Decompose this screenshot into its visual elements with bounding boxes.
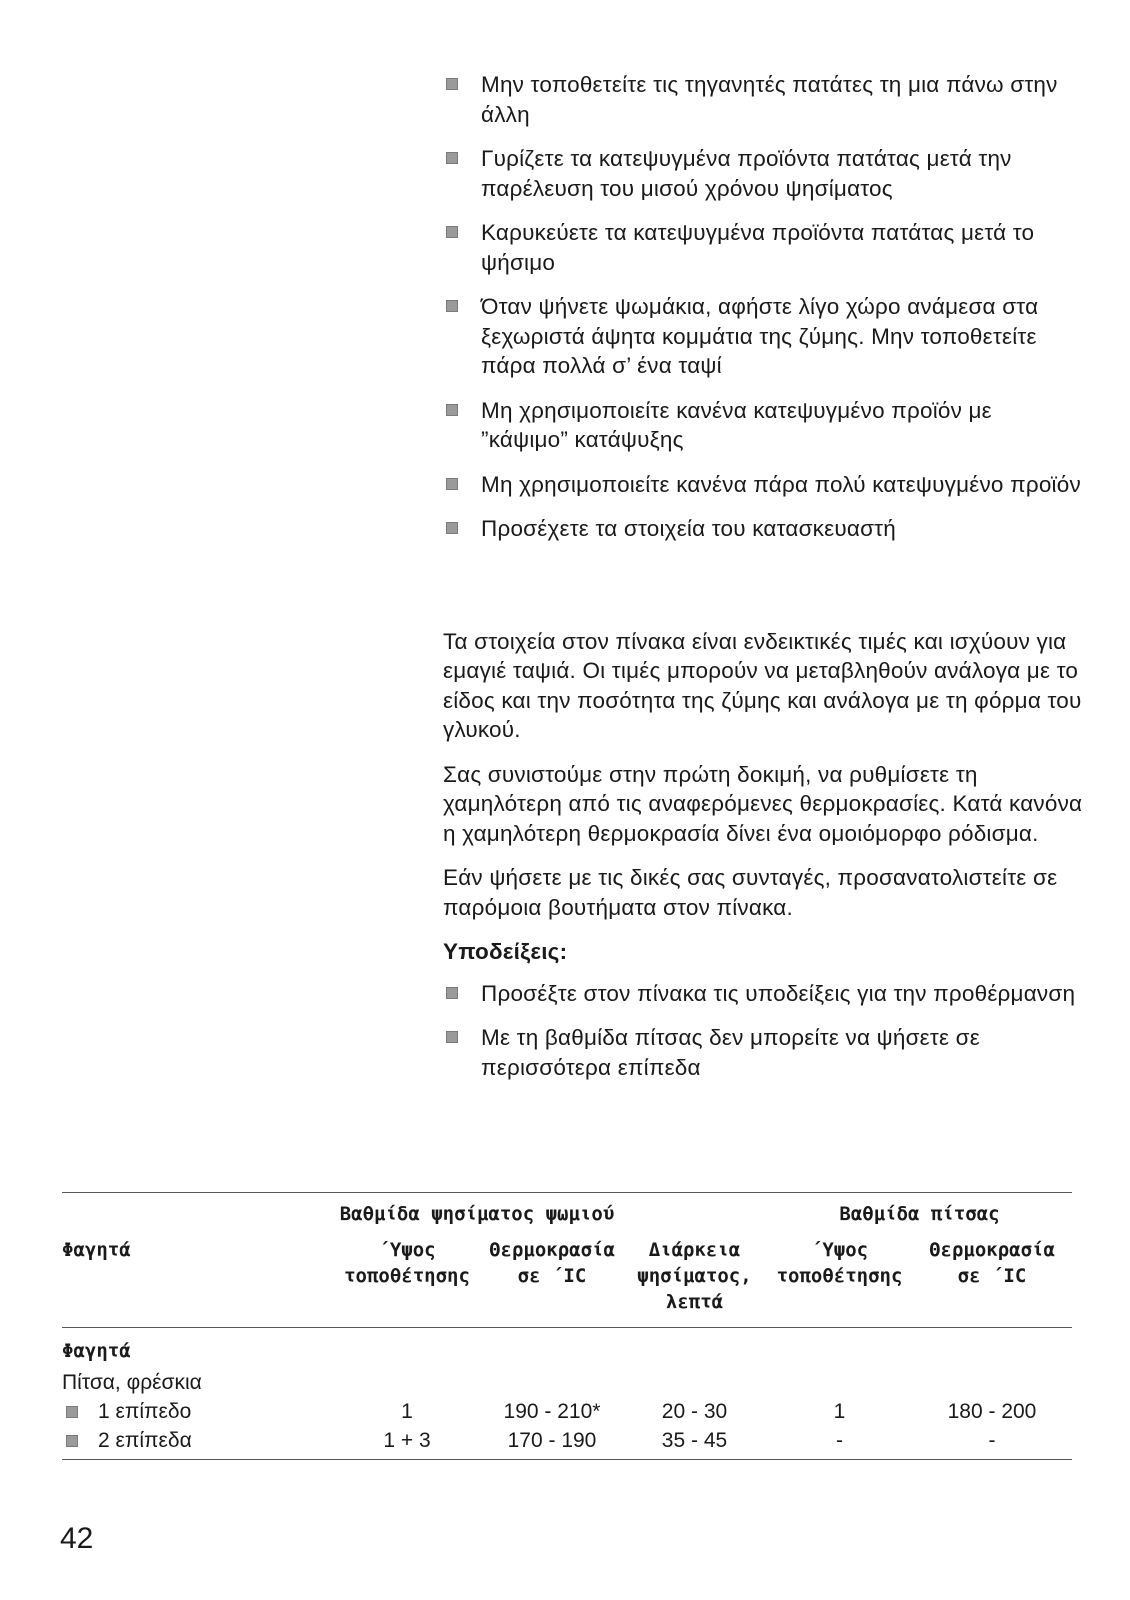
col-duration-header: Διάρκεια ψησίματος, λεπτά xyxy=(637,1239,752,1313)
table-column-header xyxy=(62,1237,1072,1327)
col-height-header: ΄Υψος τοποθέτησης xyxy=(344,1239,470,1287)
table-row: 1 επίπεδο 1 190 - 210* 20 - 30 1 180 - 200 xyxy=(62,1397,1072,1426)
list-item: Καρυκεύετε τα κατεψυγμένα προϊόντα πατάτας μετά το ψήσιμο xyxy=(443,218,1083,277)
table-bottom-rule xyxy=(62,1459,1072,1460)
bullet-square-icon xyxy=(446,152,458,164)
list-item: Γυρίζετε τα κατεψυγμένα προϊόντα πατάτας μετά την παρέλευση του μισού χρόνου ψησίματος xyxy=(443,144,1083,203)
bullet-square-icon xyxy=(446,987,458,999)
bullet-square-icon xyxy=(66,1435,78,1447)
list-item: Με τη βαθμίδα πίτσας δεν μπορείτε να ψήσετε σε περισσότερα επίπεδα xyxy=(443,1023,1083,1082)
col-food-header: Φαγητά xyxy=(62,1239,131,1261)
bullet-square-icon xyxy=(446,522,458,534)
bullet-square-icon xyxy=(446,1031,458,1043)
group-bread-label: Βαθμίδα ψησίματος ψωμιού xyxy=(339,1203,615,1225)
baking-table xyxy=(62,1192,1072,1460)
bullet-square-icon xyxy=(446,478,458,490)
list-item: Μη χρησιμοποιείτε κανένα κατεψυγμένο προϊόν με ”κάψιμο” κατάψυξης xyxy=(443,396,1083,455)
col-temp2-header: Θερμοκρασία σε ΄ΙC xyxy=(929,1239,1055,1287)
table-body xyxy=(62,1328,1072,1459)
tips-list xyxy=(443,70,1083,544)
right-column xyxy=(443,70,1083,1097)
dish-name: Πίτσα, φρέσκια xyxy=(62,1371,202,1394)
col-temp-header: Θερμοκρασία σε ΄ΙC xyxy=(489,1239,615,1287)
list-item: Μην τοποθετείτε τις τηγανητές πατάτες τη μια πάνω στην άλλη xyxy=(443,70,1083,129)
bullet-square-icon xyxy=(446,226,458,238)
col-height2-header: ΄Υψος τοποθέτησης xyxy=(776,1239,903,1287)
group-pizza-label: Βαθμίδα πίτσας xyxy=(839,1203,1000,1225)
bullet-square-icon xyxy=(446,78,458,90)
paragraph-table-info: Τα στοιχεία στον πίνακα είναι ενδεικτικές τιμές και ισχύουν για εμαγιέ ταψιά. Οι τιμές μπορούν να μεταβληθούν ανάλογα με το είδος και την ποσότητα της ζύμης και ανάλογα με τη φόρμα του γλυκού. xyxy=(443,628,1082,742)
paragraph-recommendation: Σας συνιστούμε στην πρώτη δοκιμή, να ρυθμίσετε τη χαμηλότερη από τις αναφερόμενες θερμοκρασίες. Κατά κανόνα η χαμηλότερη θερμοκρασία δίνει ένα ομοιόμορφο ρόδισμα. xyxy=(443,761,1083,846)
paragraph-own-recipes: Εάν ψήσετε με τις δικές σας συνταγές, προσανατολιστείτε σε παρόμοια βουτήματα στον πίνακα. xyxy=(443,865,1058,920)
list-item: Προσέχετε τα στοιχεία του κατασκευαστή xyxy=(443,514,1083,544)
table-group-header xyxy=(62,1193,1072,1237)
bullet-square-icon xyxy=(66,1406,78,1418)
bullet-square-icon xyxy=(446,404,458,416)
bullet-square-icon xyxy=(446,300,458,312)
hints-title: Υποδείξεις: xyxy=(443,939,568,964)
list-item: Όταν ψήνετε ψωμάκια, αφήστε λίγο χώρο ανάμεσα στα ξεχωριστά άψητα κομμάτια της ζύμης. Μην τοποθετείτε πάρα πολλά σ’ ένα ταψί xyxy=(443,292,1083,381)
page-number: 42 xyxy=(60,1522,94,1555)
hints-list xyxy=(443,979,1083,1083)
list-item: Προσέξτε στον πίνακα τις υποδείξεις για την προθέρμανση xyxy=(443,979,1083,1009)
table-section-label: Φαγητά xyxy=(62,1340,131,1362)
list-item: Μη χρησιμοποιείτε κανένα πάρα πολύ κατεψυγμένο προϊόν xyxy=(443,470,1083,500)
table-row: 2 επίπεδα 1 + 3 170 - 190 35 - 45 - - xyxy=(62,1426,1072,1455)
